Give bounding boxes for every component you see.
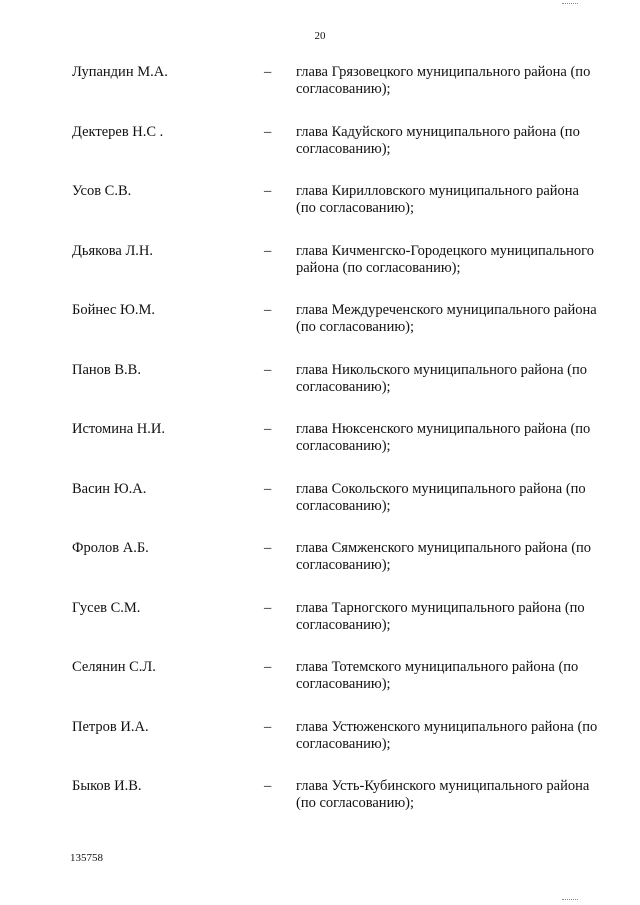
list-item [0, 64, 640, 124]
list-item [0, 778, 640, 838]
member-position: глава Тотемского муниципального района (по согласованию); [296, 659, 579, 692]
member-position: глава Кирилловского муниципального района (по согласованию); [296, 183, 579, 216]
scan-mark-top [562, 0, 578, 4]
member-name: Петров И.А. [72, 718, 149, 735]
member-name: Быков И.В. [72, 778, 142, 794]
separator-dash: – [264, 64, 272, 80]
separator-dash: – [264, 361, 272, 378]
scan-mark-bottom [562, 899, 578, 903]
separator-dash: – [264, 302, 272, 318]
member-name: Дектерев Н.С . [72, 123, 164, 140]
separator-dash: – [264, 242, 272, 259]
list-item [0, 659, 640, 719]
separator-dash: – [264, 659, 272, 675]
member-position: глава Кадуйского муниципального района (по согласованию); [296, 123, 580, 157]
member-name: Истомина Н.И. [72, 421, 165, 437]
member-name: Селянин С.Л. [72, 659, 156, 675]
member-name: Гусев С.М. [72, 599, 141, 616]
member-position: глава Устюженского муниципального района (по согласованию); [296, 718, 598, 752]
member-name: Усов С.В. [72, 183, 132, 199]
page-number: 20 [314, 30, 326, 42]
member-name: Панов В.В. [72, 361, 141, 378]
member-name: Фролов А.Б. [72, 540, 149, 556]
separator-dash: – [264, 540, 272, 556]
list-item [0, 540, 640, 600]
separator-dash: – [264, 421, 272, 437]
member-position: глава Никольского муниципального района (по согласованию); [296, 361, 587, 395]
member-position: глава Кичменгско-Городецкого муниципального района (по согласованию); [296, 242, 594, 276]
member-name: Лупандин М.А. [72, 64, 168, 80]
member-name: Дьякова Л.Н. [72, 242, 154, 259]
list-item [0, 600, 640, 660]
member-position: глава Усть-Кубинского муниципального района (по согласованию); [296, 778, 590, 811]
separator-dash: – [264, 183, 272, 199]
document-code: 135758 [70, 852, 103, 864]
member-position: глава Тарногского муниципального района (по согласованию); [296, 599, 585, 633]
member-position: глава Грязовецкого муниципального района (по согласованию); [296, 64, 591, 97]
list-item [0, 183, 640, 243]
separator-dash: – [264, 778, 272, 794]
separator-dash: – [264, 123, 272, 140]
separator-dash: – [264, 718, 272, 735]
list-item [0, 481, 640, 541]
list-item [0, 719, 640, 779]
list-item [0, 421, 640, 481]
member-position: глава Сокольского муниципального района (по согласованию); [296, 480, 586, 514]
member-position: глава Сямженского муниципального района (по согласованию); [296, 540, 592, 573]
list-item [0, 362, 640, 422]
member-name: Васин Ю.А. [72, 480, 147, 497]
member-position: глава Нюксенского муниципального района (по согласованию); [296, 421, 591, 454]
member-position: глава Междуреченского муниципального района (по согласованию); [296, 302, 597, 335]
separator-dash: – [264, 480, 272, 497]
separator-dash: – [264, 599, 272, 616]
list-item [0, 302, 640, 362]
member-list [0, 64, 640, 838]
list-item [0, 243, 640, 303]
member-name: Бойнес Ю.М. [72, 302, 155, 318]
list-item [0, 124, 640, 184]
